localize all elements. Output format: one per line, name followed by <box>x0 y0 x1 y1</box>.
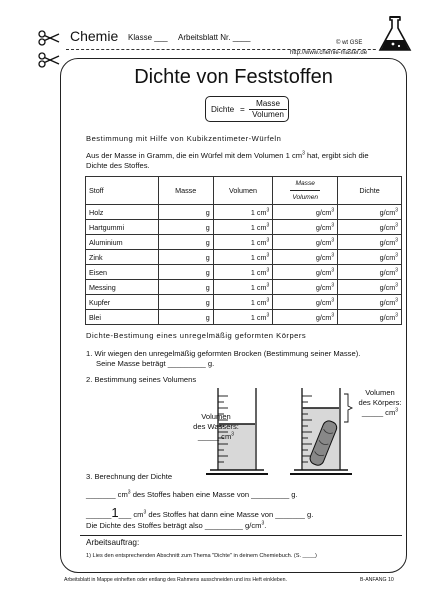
density-cell: $g/cm^3$ <box>338 235 402 250</box>
stoff-name: Kupfer <box>86 295 159 310</box>
step1-mass: Seine Masse beträgt _________ g. <box>96 359 215 368</box>
stoff-name: Eisen <box>86 265 159 280</box>
intro-line2: Dichte des Stoffes. <box>86 161 150 170</box>
cut-line-top <box>66 49 406 50</box>
ratio-cell: $g/cm^3$ <box>273 295 338 310</box>
mass-cell: g <box>158 310 213 325</box>
density-formula <box>205 96 289 122</box>
table-header-row <box>86 177 402 205</box>
table-row <box>86 205 402 220</box>
auftrag-item-1: 1) Lies den entsprechenden Abschnitt zum Thema "Dichte" in deinem Chemiebuch. (S. ____) <box>86 553 317 559</box>
fraction-denominator: Volumen <box>292 194 319 201</box>
step3-text: 3. Berechnung der Dichte <box>86 472 173 481</box>
mass-cell: g <box>158 250 213 265</box>
step1-text: 1. Wir wiegen den unregelmäßig geformten Brocken (Bestimmung seiner Masse). <box>86 349 361 358</box>
volume-cell: 1 $cm^3$ <box>213 220 272 235</box>
mass-cell: g <box>158 280 213 295</box>
auftrag-divider <box>80 535 402 536</box>
density-cell: $g/cm^3$ <box>338 220 402 235</box>
footer-instruction: Arbeitsblatt in Mappe einheften oder entlang des Rahmens ausschneiden und ins Heft einkleben. <box>64 577 287 583</box>
body-label-2: des Körpers: <box>358 398 402 407</box>
table-body <box>86 205 402 325</box>
table-row <box>86 295 402 310</box>
page-title: Dichte von Feststoffen <box>134 66 333 88</box>
scissors-icon <box>38 52 60 68</box>
auftrag-heading: Arbeitsauftrag: <box>86 538 140 547</box>
density-cell: $g/cm^3$ <box>338 280 402 295</box>
ratio-cell: $g/cm^3$ <box>273 220 338 235</box>
calc-line-1: _______ $cm^3$ des Stoffes haben eine Masse von _________ g. <box>86 489 298 499</box>
density-cell: $g/cm^3$ <box>338 205 402 220</box>
table-row <box>86 220 402 235</box>
calc-line-2: ______1___ $cm^3$ des Stoffes hat dann eine Masse von _______ g. <box>86 505 314 520</box>
section2-heading: Dichte-Bestimung eines unregelmäßig geformten Körpers <box>86 331 307 340</box>
ratio-cell: $g/cm^3$ <box>273 250 338 265</box>
formula-denominator: Volumen <box>252 110 284 119</box>
calc-line-3: Die Dichte des Stoffes beträgt also _________ $g/cm^3$. <box>86 520 267 530</box>
volume-cell: 1 $cm^3$ <box>213 205 272 220</box>
table-row <box>86 235 402 250</box>
arbeitsblatt-field: Arbeitsblatt Nr. ____ <box>178 33 251 42</box>
density-cell: $g/cm^3$ <box>338 295 402 310</box>
col-masse: Masse <box>158 177 213 205</box>
ratio-cell: $g/cm^3$ <box>273 205 338 220</box>
ratio-cell: $g/cm^3$ <box>273 310 338 325</box>
volume-cell: 1 $cm^3$ <box>213 265 272 280</box>
volume-cell: 1 $cm^3$ <box>213 295 272 310</box>
col-fraction <box>273 177 338 205</box>
col-stoff: Stoff <box>86 177 159 205</box>
table-row <box>86 280 402 295</box>
density-cell: $g/cm^3$ <box>338 265 402 280</box>
body-label-1: Volumen <box>365 388 395 397</box>
table-row <box>86 310 402 325</box>
stoff-name: Holz <box>86 205 159 220</box>
density-cell: $g/cm^3$ <box>338 250 402 265</box>
footer-code: B-ANFANG 10 <box>360 577 394 583</box>
website-url: http://www.chemie-master.de <box>290 50 368 56</box>
water-label-3: _____ cm <box>197 432 232 441</box>
mass-cell: g <box>158 235 213 250</box>
step2-text: 2. Bestimmung seines Volumens <box>86 375 197 384</box>
mass-cell: g <box>158 205 213 220</box>
water-label-1: Volumen <box>201 412 231 421</box>
intro-line1-end: hat, ergibt sich die <box>304 151 369 160</box>
water-label-2: des Wassers: <box>193 422 239 431</box>
stoff-name: Messing <box>86 280 159 295</box>
scissors-icon <box>38 30 60 46</box>
fraction-numerator: Masse <box>290 177 320 191</box>
copyright: © wt GSE <box>336 40 363 46</box>
table-row <box>86 265 402 280</box>
body-label-3: _____ cm <box>361 408 396 417</box>
volume-cell: 1 $cm^3$ <box>213 310 272 325</box>
ratio-cell: $g/cm^3$ <box>273 265 338 280</box>
water-volume-label: Volumen des Wassers: _____ $cm^3$ <box>193 412 239 441</box>
intro-line1: Aus der Masse in Gramm, die ein Würfel mit dem Volumen 1 cm <box>86 151 303 160</box>
header-fraction <box>290 177 320 204</box>
col-dichte: Dichte <box>338 177 402 205</box>
stoff-name: Zink <box>86 250 159 265</box>
formula-lhs: Dichte <box>211 105 235 114</box>
stoff-name: Hartgummi <box>86 220 159 235</box>
flask-logo <box>377 14 413 54</box>
ratio-cell: $g/cm^3$ <box>273 280 338 295</box>
measuring-cylinder-body <box>290 386 356 480</box>
density-table <box>85 176 402 325</box>
formula-equals: = <box>240 105 245 114</box>
ratio-cell: $g/cm^3$ <box>273 235 338 250</box>
calc-one: 1 <box>111 505 119 520</box>
stoff-name: Aluminium <box>86 235 159 250</box>
subject-title: Chemie <box>70 28 119 44</box>
section1-heading: Bestimmung mit Hilfe von Kubikzentimeter-Würfeln <box>86 134 282 143</box>
section1-intro <box>86 151 406 171</box>
klasse-field: Klasse ___ <box>128 33 168 42</box>
intro-sup: 3 <box>302 150 305 157</box>
mass-cell: g <box>158 265 213 280</box>
col-volumen: Volumen <box>213 177 272 205</box>
volume-cell: 1 $cm^3$ <box>213 250 272 265</box>
volume-cell: 1 $cm^3$ <box>213 235 272 250</box>
body-volume-label: Volumen des Körpers: _____ $cm^3$ <box>358 388 402 417</box>
formula-numerator: Masse <box>255 99 281 108</box>
density-cell: $g/cm^3$ <box>338 310 402 325</box>
mass-cell: g <box>158 295 213 310</box>
table-row <box>86 250 402 265</box>
volume-cell: 1 $cm^3$ <box>213 280 272 295</box>
stoff-name: Blei <box>86 310 159 325</box>
mass-cell: g <box>158 220 213 235</box>
